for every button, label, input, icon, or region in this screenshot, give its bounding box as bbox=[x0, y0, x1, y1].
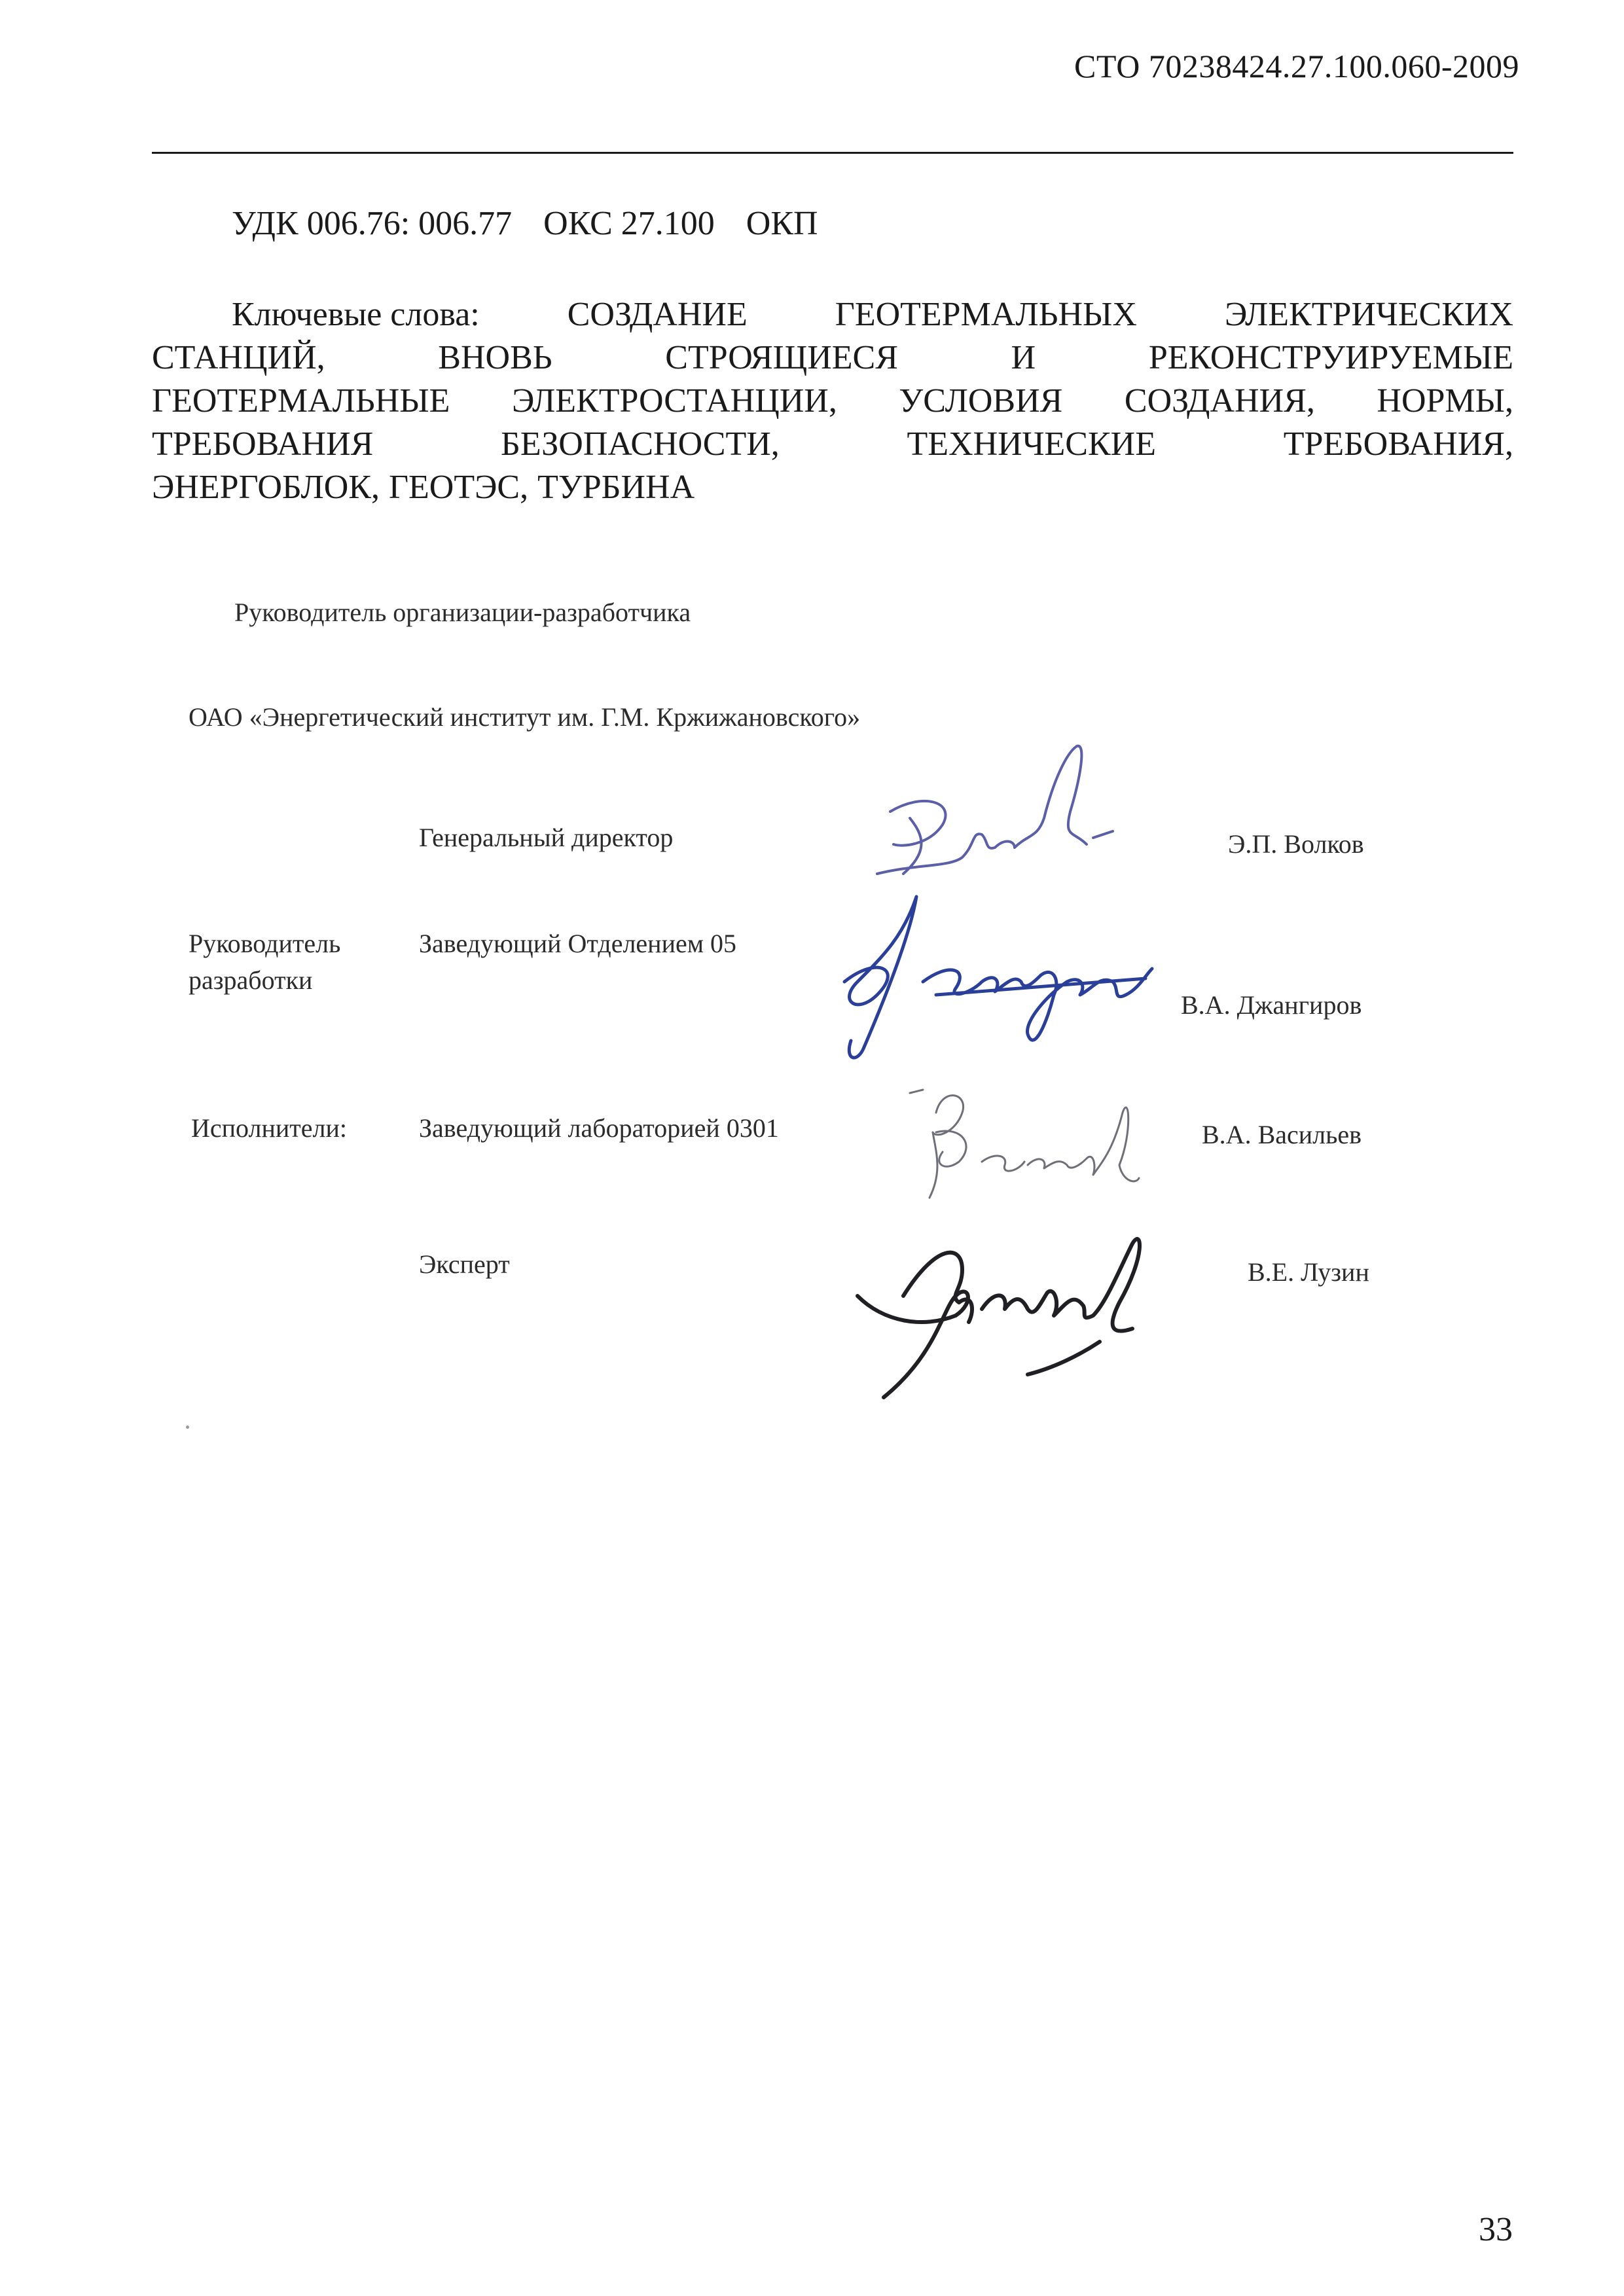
document-code: СТО 70238424.27.100.060-2009 bbox=[1074, 48, 1519, 84]
keyword: И bbox=[1011, 339, 1036, 376]
keyword: ТРЕБОВАНИЯ, bbox=[1283, 425, 1513, 463]
keywords-label: Ключевые слова: bbox=[232, 296, 480, 333]
keyword: НОРМЫ, bbox=[1377, 382, 1513, 420]
udk-code: УДК 006.76: 006.77 bbox=[232, 205, 513, 242]
position-expert: Эксперт bbox=[419, 1249, 510, 1279]
name-dzhangirov: В.А. Джангиров bbox=[1181, 990, 1362, 1020]
signature-dzhangirov bbox=[805, 884, 1185, 1073]
keyword: БЕЗОПАСНОСТИ, bbox=[501, 425, 780, 463]
keyword: ТУРБИНА bbox=[537, 469, 695, 506]
position-department-head: Заведующий Отделением 05 bbox=[419, 929, 737, 958]
page-number: 33 bbox=[1479, 2211, 1513, 2248]
keyword: СТРОЯЩИЕСЯ bbox=[665, 339, 898, 376]
position-lab-head: Заведующий лабораторией 0301 bbox=[419, 1113, 779, 1143]
keyword: ВНОВЬ bbox=[438, 339, 552, 376]
keyword: ГЕОТЕРМАЛЬНЫХ bbox=[835, 296, 1137, 333]
keywords-line-1 bbox=[152, 293, 1513, 336]
keyword: УСЛОВИЯ bbox=[899, 382, 1063, 420]
keyword: ГЕОТЭС, bbox=[388, 469, 529, 506]
keywords-line-4 bbox=[152, 423, 1513, 466]
name-vasiliev: В.А. Васильев bbox=[1202, 1120, 1362, 1149]
group-executors: Исполнители: bbox=[191, 1113, 348, 1143]
name-volkov: Э.П. Волков bbox=[1228, 829, 1364, 859]
keyword: ТРЕБОВАНИЯ bbox=[152, 425, 374, 463]
keyword: ЭЛЕКТРОСТАНЦИИ, bbox=[511, 382, 837, 420]
keywords-line-3 bbox=[152, 380, 1513, 423]
position-general-director: Генеральный директор bbox=[419, 823, 674, 852]
keyword: ТЕХНИЧЕСКИЕ bbox=[907, 425, 1156, 463]
keyword: ЭЛЕКТРИЧЕСКИХ bbox=[1224, 296, 1513, 333]
signature-luzin bbox=[844, 1217, 1172, 1414]
header-rule bbox=[152, 152, 1513, 154]
classification-line bbox=[232, 204, 818, 243]
keyword: СОЗДАНИЕ bbox=[567, 296, 748, 333]
keyword: ГЕОТЕРМАЛЬНЫЕ bbox=[152, 382, 450, 420]
keywords-line-2 bbox=[152, 336, 1513, 380]
keyword: РЕКОНСТРУИРУЕМЫЕ bbox=[1148, 339, 1513, 376]
keyword: ЭНЕРГОБЛОК, bbox=[152, 469, 380, 506]
keyword: СТАНЦИЙ, bbox=[152, 339, 325, 376]
organization-name: ОАО «Энергетический институт им. Г.М. Кржижановского» bbox=[189, 702, 861, 732]
keywords-line-5 bbox=[152, 466, 1513, 509]
group-leader-line2: разработки bbox=[189, 965, 313, 995]
signature-volkov bbox=[864, 740, 1126, 890]
group-leader-line1: Руководитель bbox=[189, 929, 341, 958]
signature-vasiliev bbox=[897, 1073, 1172, 1217]
keyword: СОЗДАНИЯ, bbox=[1124, 382, 1315, 420]
developer-head-label: Руководитель организации-разработчика bbox=[234, 598, 691, 627]
okp-code: ОКП bbox=[746, 205, 818, 242]
scan-speck bbox=[186, 1426, 189, 1429]
keywords-block bbox=[152, 293, 1513, 509]
name-luzin: В.Е. Лузин bbox=[1248, 1257, 1369, 1287]
oks-code: ОКС 27.100 bbox=[543, 205, 715, 242]
